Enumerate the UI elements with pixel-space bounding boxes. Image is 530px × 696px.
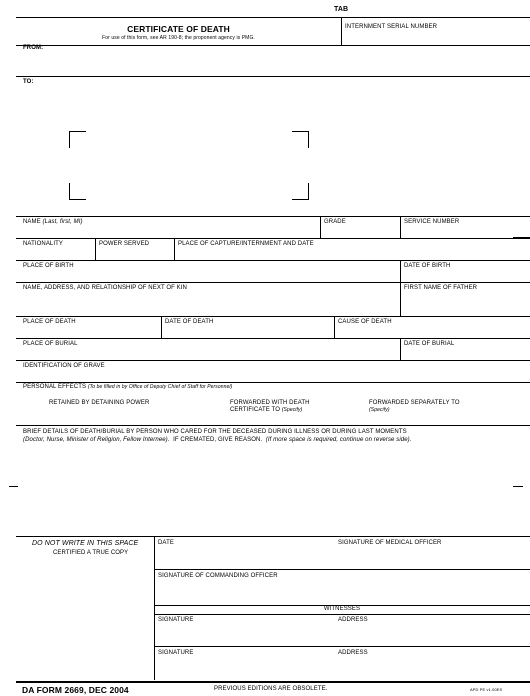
place-of-death-label: PLACE OF DEATH bbox=[23, 319, 76, 325]
medical-officer-label: SIGNATURE OF MEDICAL OFFICER bbox=[338, 540, 442, 546]
next-of-kin-field[interactable] bbox=[20, 293, 398, 315]
col-divider bbox=[174, 238, 175, 260]
col-divider bbox=[320, 216, 321, 238]
row-rule bbox=[16, 282, 530, 283]
row-rule bbox=[16, 338, 530, 339]
row-rule bbox=[16, 360, 530, 361]
col-divider bbox=[161, 316, 162, 338]
row-rule bbox=[16, 382, 530, 383]
cause-of-death-label: CAUSE OF DEATH bbox=[338, 319, 392, 325]
service-number-field[interactable] bbox=[402, 227, 522, 237]
personal-effects-label-wrap bbox=[23, 384, 232, 391]
identification-of-grave-field[interactable] bbox=[20, 371, 522, 381]
row-rule bbox=[154, 569, 530, 570]
forwarded-separately-label: FORWARDED SEPARATELY TO bbox=[369, 400, 460, 406]
witness-2-address-field[interactable] bbox=[336, 658, 522, 678]
row-rule bbox=[16, 216, 530, 217]
do-not-write-label: DO NOT WRITE IN THIS SPACE bbox=[32, 540, 139, 547]
row-rule bbox=[16, 260, 530, 261]
witness-1-signature-label: SIGNATURE bbox=[158, 617, 194, 623]
personal-effects-note: (To be filled in by Office of Deputy Chief of Staff for Personnel) bbox=[87, 384, 233, 390]
title-top-rule bbox=[16, 17, 334, 18]
from-label: FROM: bbox=[23, 45, 44, 51]
date-of-birth-label: DATE OF BIRTH bbox=[404, 263, 451, 269]
service-number-label: SERVICE NUMBER bbox=[404, 219, 460, 225]
forwarded-with-specify: (Specify) bbox=[281, 407, 303, 413]
place-of-burial-label: PLACE OF BURIAL bbox=[23, 341, 78, 347]
certified-copy-label: CERTIFIED A TRUE COPY bbox=[53, 550, 129, 556]
name-label-wrap bbox=[23, 219, 83, 226]
row-rule bbox=[16, 238, 530, 239]
col-divider bbox=[400, 338, 401, 360]
certification-top-rule bbox=[16, 536, 530, 537]
place-of-capture-field[interactable] bbox=[176, 249, 522, 259]
witness-1-address-label: ADDRESS bbox=[338, 617, 368, 623]
footer-rule bbox=[16, 681, 530, 683]
commanding-officer-signature-field[interactable] bbox=[157, 581, 522, 603]
date-of-burial-label: DATE OF BURIAL bbox=[404, 341, 455, 347]
fold-mark-right-upper bbox=[513, 237, 530, 238]
nationality-label: NATIONALITY bbox=[23, 241, 63, 247]
form-id: DA FORM 2669, DEC 2004 bbox=[22, 685, 129, 695]
retained-label: RETAINED BY DETAINING POWER bbox=[49, 400, 150, 406]
brief-details-note-c: (If more space is required, continue on reverse side). bbox=[265, 437, 412, 443]
cert-date-label: DATE bbox=[158, 540, 174, 546]
retained-checkbox-area[interactable] bbox=[20, 392, 46, 414]
row-rule bbox=[16, 425, 530, 426]
row-rule bbox=[154, 614, 530, 615]
form-subtitle: For use of this form, see AR 190-8; the proponent agency is PMG. bbox=[102, 35, 255, 41]
name-label: NAME bbox=[23, 219, 41, 225]
date-of-birth-field[interactable] bbox=[402, 271, 522, 281]
witness-2-address-label: ADDRESS bbox=[338, 650, 368, 656]
forwarded-with-checkbox-area[interactable] bbox=[200, 392, 228, 414]
col-divider bbox=[400, 216, 401, 238]
obsolete-note: PREVIOUS EDITIONS ARE OBSOLETE. bbox=[214, 686, 328, 692]
window-corner-top-left bbox=[69, 131, 86, 148]
place-of-death-field[interactable] bbox=[20, 327, 159, 337]
witness-2-signature-field[interactable] bbox=[157, 658, 332, 678]
internment-serial-label: INTERNMENT SERIAL NUMBER bbox=[345, 24, 438, 30]
header-top-rule bbox=[334, 17, 530, 18]
col-divider bbox=[334, 316, 335, 338]
window-corner-bottom-left bbox=[69, 183, 86, 200]
brief-details-field[interactable] bbox=[20, 447, 522, 533]
brief-details-note-a: (Doctor, Nurse, Minister of Religion, Fellow Internee). bbox=[23, 437, 170, 443]
next-of-kin-label: NAME, ADDRESS, AND RELATIONSHIP OF NEXT OF KIN bbox=[23, 285, 187, 291]
date-of-death-label: DATE OF DEATH bbox=[165, 319, 214, 325]
grade-field[interactable] bbox=[322, 227, 398, 237]
window-corner-top-right bbox=[292, 131, 309, 148]
name-field[interactable] bbox=[20, 227, 318, 237]
father-first-name-field[interactable] bbox=[402, 293, 522, 315]
place-of-burial-field[interactable] bbox=[20, 349, 398, 359]
witnesses-label: WITNESSES bbox=[323, 606, 361, 612]
grade-label: GRADE bbox=[324, 219, 346, 225]
to-address-window[interactable] bbox=[85, 147, 292, 183]
witness-1-signature-field[interactable] bbox=[157, 625, 332, 645]
fold-mark-right bbox=[513, 486, 523, 487]
medical-officer-signature-field[interactable] bbox=[336, 548, 522, 568]
row-rule bbox=[16, 316, 530, 317]
from-bottom-rule bbox=[16, 76, 530, 77]
date-of-burial-field[interactable] bbox=[402, 349, 522, 359]
serial-divider bbox=[341, 17, 342, 45]
cert-date-field[interactable] bbox=[157, 548, 332, 568]
header-bottom-rule bbox=[16, 45, 530, 46]
power-served-field[interactable] bbox=[97, 249, 172, 259]
power-served-label: POWER SERVED bbox=[99, 241, 150, 247]
fold-mark-left bbox=[9, 486, 18, 487]
forwarded-with-label-2 bbox=[230, 407, 302, 414]
col-divider bbox=[95, 238, 96, 260]
form-title: CERTIFICATE OF DEATH bbox=[127, 24, 230, 34]
place-of-birth-label: PLACE OF BIRTH bbox=[23, 263, 74, 269]
name-hint: (Last, first, MI) bbox=[42, 219, 83, 225]
window-corner-bottom-right bbox=[292, 183, 309, 200]
brief-details-label: BRIEF DETAILS OF DEATH/BURIAL BY PERSON WHO CARED FOR THE DECEASED DURING ILLNESS OR DURING LAST MOMENTS bbox=[23, 429, 407, 435]
version-label: APD PE v1.00ES bbox=[470, 687, 503, 692]
date-of-death-field[interactable] bbox=[163, 327, 332, 337]
witness-2-signature-label: SIGNATURE bbox=[158, 650, 194, 656]
commanding-officer-label: SIGNATURE OF COMMANDING OFFICER bbox=[158, 573, 278, 579]
forwarded-with-label: FORWARDED WITH DEATH bbox=[230, 400, 310, 406]
forwarded-with-line2: CERTIFICATE TO bbox=[230, 407, 280, 413]
col-divider bbox=[400, 282, 401, 316]
tab-label: TAB bbox=[334, 6, 349, 13]
place-of-capture-label: PLACE OF CAPTURE/INTERNMENT AND DATE bbox=[178, 241, 314, 247]
place-of-birth-field[interactable] bbox=[20, 271, 398, 281]
brief-details-note-line bbox=[23, 437, 412, 444]
identification-of-grave-label: IDENTIFICATION OF GRAVE bbox=[23, 363, 105, 369]
col-divider bbox=[400, 260, 401, 282]
from-field[interactable] bbox=[60, 52, 520, 72]
father-first-name-label: FIRST NAME OF FATHER bbox=[404, 285, 478, 291]
to-label: TO: bbox=[23, 79, 34, 85]
row-rule bbox=[154, 646, 530, 647]
cause-of-death-field[interactable] bbox=[336, 327, 522, 337]
personal-effects-label: PERSONAL EFFECTS bbox=[23, 384, 87, 390]
forwarded-separately-checkbox-area[interactable] bbox=[340, 392, 367, 414]
forwarded-separately-specify: (Specify) bbox=[369, 407, 390, 413]
nationality-field[interactable] bbox=[20, 249, 93, 259]
brief-details-note-b: IF CREMATED, GIVE REASON. bbox=[173, 437, 263, 443]
witness-1-address-field[interactable] bbox=[336, 625, 522, 645]
